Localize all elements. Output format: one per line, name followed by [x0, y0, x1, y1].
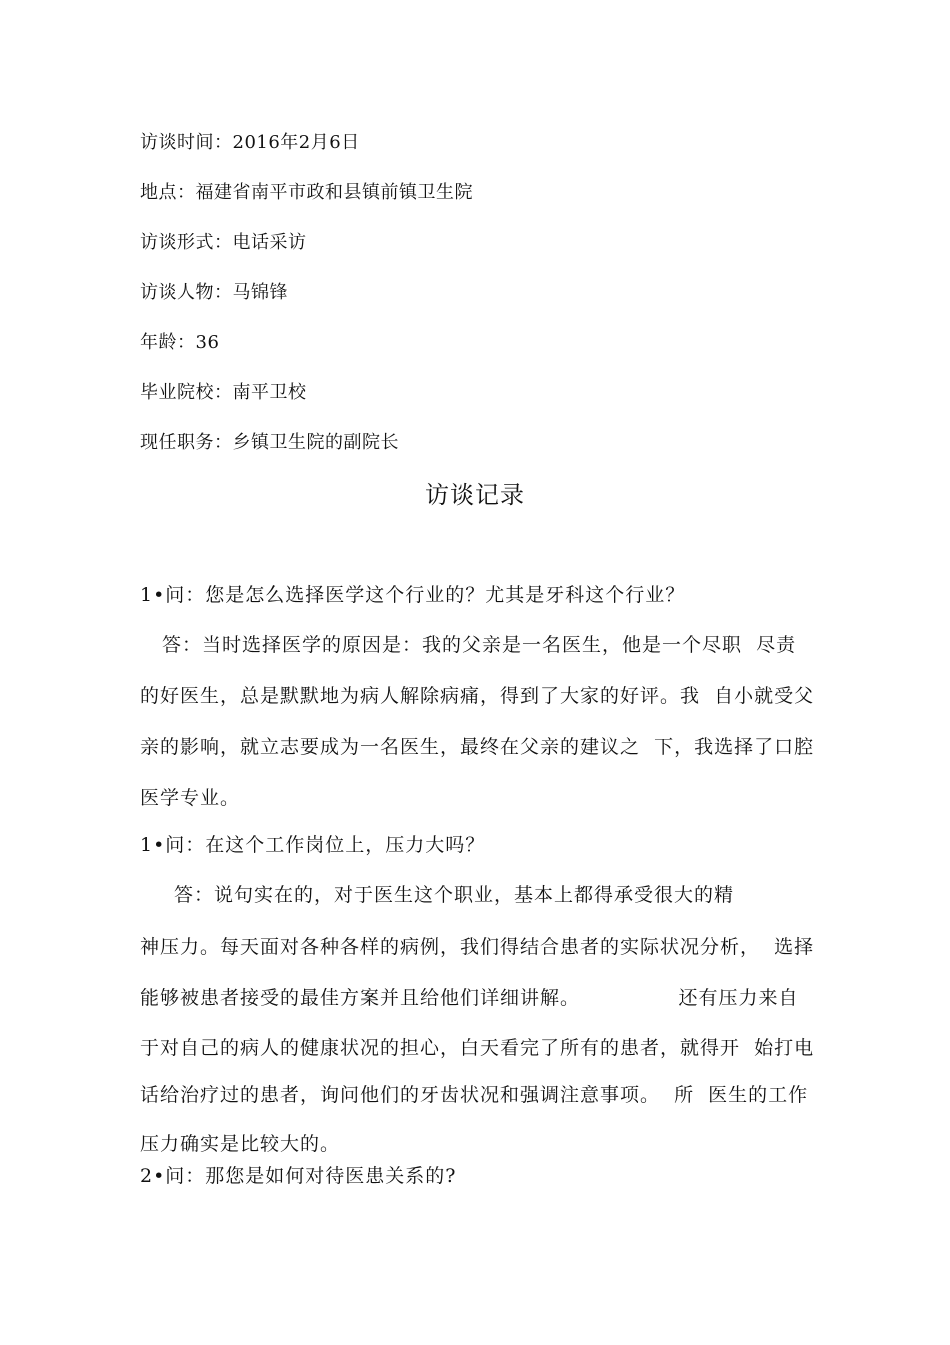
answer-1-line-1: 答：当时选择医学的原因是：我的父亲是一名医生，他是一个尽职 尽责 — [162, 634, 797, 656]
interviewee-age: 年龄：36 — [140, 332, 220, 353]
answer-2-line-5: 话给治疗过的患者，询问他们的牙齿状况和强调注意事项。 所 医生的工作 — [140, 1084, 809, 1106]
answer-1-line-2: 的好医生，总是默默地为病人解除病痛，得到了大家的好评。我 自小就受父 — [140, 685, 815, 707]
answer-2-line-4: 于对自己的病人的健康状况的担心，白天看完了所有的患者，就得开 始打电 — [140, 1037, 815, 1059]
interview-form: 访谈形式：电话采访 — [140, 232, 307, 253]
answer-2-line-3: 能够被患者接受的最佳方案并且给他们详细讲解。 还有压力来自 — [140, 987, 799, 1009]
interview-place: 地点：福建省南平市政和县镇前镇卫生院 — [140, 182, 473, 203]
interview-time: 访谈时间：2016年2月6日 — [140, 132, 360, 153]
page-title: 访谈记录 — [425, 481, 525, 509]
answer-1-line-4: 医学专业。 — [140, 787, 241, 809]
question-2: 1•问：在这个工作岗位上，压力大吗？ — [140, 834, 486, 856]
answer-2-line-2: 神压力。每天面对各种各样的病例，我们得结合患者的实际状况分析， 选择 — [140, 936, 815, 958]
answer-2-line-6: 压力确实是比较大的。 — [140, 1133, 341, 1155]
question-1: 1•问：您是怎么选择医学这个行业的？尤其是牙科这个行业？ — [140, 584, 686, 606]
graduate-school: 毕业院校：南平卫校 — [140, 382, 307, 403]
answer-1-line-3: 亲的影响，就立志要成为一名医生，最终在父亲的建议之 下，我选择了口腔 — [140, 736, 815, 758]
question-3: 2•问：那您是如何对待医患关系的? — [140, 1165, 457, 1187]
answer-2-line-1: 答：说句实在的，对于医生这个职业，基本上都得承受很大的精 — [174, 884, 735, 906]
current-position: 现任职务：乡镇卫生院的副院长 — [140, 432, 399, 453]
interviewee-name: 访谈人物：马锦锋 — [140, 282, 288, 303]
